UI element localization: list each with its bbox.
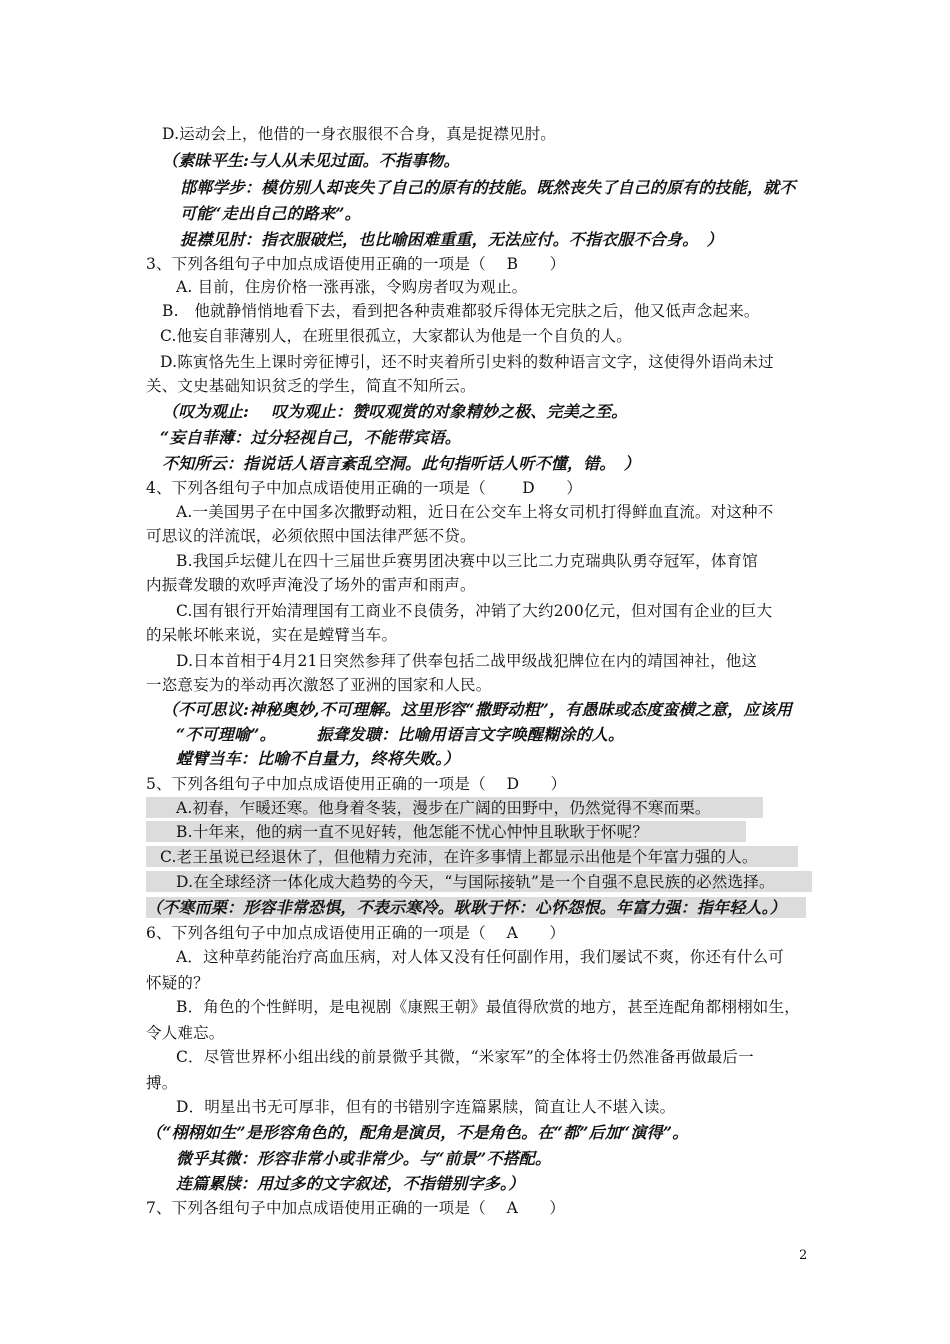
option-b: B.十年来，他的病一直不见好转，他怎能不忧心忡忡且耿耿于怀呢？	[176, 823, 649, 841]
option-c: C.老王虽说已经退休了，但他精力充沛，在许多事情上都显示出他是个年富力强的人。	[160, 848, 758, 866]
option-a-cont: 可思议的洋流氓，必须依照中国法律严惩不贷。	[146, 527, 476, 545]
answer-note: 连篇累牍：用过多的文字叙述，不指错别字多。）	[176, 1174, 525, 1193]
question-7: 7、下列各组句子中加点成语使用正确的一项是（ A ）	[146, 1199, 566, 1217]
option-a: A．这种草药能治疗高血压病，对人体又没有任何副作用，我们屡试不爽，你还有什么可	[176, 948, 784, 966]
question-3: 3、下列各组句子中加点成语使用正确的一项是（ B ）	[146, 255, 566, 273]
answer-note: （“栩栩如生”是形容角色的，配角是演员，不是角色。在“都”后加“演得”。	[146, 1123, 689, 1142]
answer-note: “妄自菲薄：过分轻视自己，不能带宾语。	[160, 428, 462, 447]
answer-note: 螳臂当车：比喻不自量力，终将失败。）	[176, 749, 460, 768]
answer-note: （素昧平生:与人从未见过面。不指事物。	[162, 151, 460, 170]
answer-note: （不可思议:神秘奥妙,不可理解。这里形容“撒野动粗”，有愚昧或态度蛮横之意，应该用	[162, 700, 793, 719]
option-b-cont: 令人难忘。	[146, 1024, 225, 1042]
option-d: D.在全球经济一体化成大趋势的今天，“与国际接轨”是一个自强不息民族的必然选择。	[176, 873, 775, 891]
question-5: 5、下列各组句子中加点成语使用正确的一项是（ D ）	[146, 775, 567, 793]
option-d: D.日本首相于4月21日突然参拜了供奉包括二战甲级战犯牌位在内的靖国神社，他这	[176, 652, 758, 670]
option-d-q2: D.运动会上，他借的一身衣服很不合身，真是捉襟见肘。	[162, 125, 557, 143]
option-b: B. 他就静悄悄地看下去，看到把各种责难都驳斥得体无完肤之后，他又低声念起来。	[162, 302, 760, 320]
answer-note: “不可理喻”。 振聋发聩：比喻用语言文字唤醒糊涂的人。	[176, 725, 625, 744]
option-a: A.一美国男子在中国多次撒野动粗，近日在公交车上将女司机打得鲜血直流。对这种不	[176, 503, 774, 521]
option-d-cont: 一恣意妄为的举动再次激怒了亚洲的国家和人民。	[146, 676, 492, 694]
option-b: B．角色的个性鲜明，是电视剧《康熙王朝》最值得欣赏的地方，甚至连配角都栩栩如生，	[176, 998, 800, 1016]
option-b: B.我国乒坛健儿在四十三届世乒赛男团决赛中以三比二力克瑞典队勇夺冠军，体育馆	[176, 552, 758, 570]
answer-note: （不寒而栗：形容非常恐惧，不表示寒冷。耿耿于怀：心怀怨恨。年富力强：指年轻人。）	[146, 898, 787, 917]
option-a-cont: 怀疑的？	[146, 974, 209, 992]
option-c-cont: 的呆帐坏帐来说，实在是螳臂当车。	[146, 626, 398, 644]
question-6: 6、下列各组句子中加点成语使用正确的一项是（ A ）	[146, 924, 566, 942]
answer-note: 捉襟见肘：指衣服破烂，也比喻困难重重，无法应付。不指衣服不合身。 ）	[180, 230, 723, 249]
option-d: D．明星出书无可厚非，但有的书错别字连篇累牍，简直让人不堪入读。	[176, 1098, 676, 1116]
option-c: C．尽管世界杯小组出线的前景微乎其微，“米家军”的全体将士仍然准备再做最后一	[176, 1048, 754, 1066]
page-number: 2	[799, 1248, 808, 1263]
answer-note: 不知所云：指说话人语言紊乱空洞。此句指听话人听不懂，错。 ）	[162, 454, 641, 473]
option-d-cont: 关、文史基础知识贫乏的学生，简直不知所云。	[146, 377, 476, 395]
option-a: A.初春，乍暖还寒。他身着冬装，漫步在广阔的田野中，仍然觉得不寒而栗。	[176, 799, 711, 817]
answer-note: 可能“走出自己的路来”。	[180, 204, 361, 223]
option-b-cont: 内振聋发聩的欢呼声淹没了场外的雷声和雨声。	[146, 576, 476, 594]
option-c: C.国有银行开始清理国有工商业不良债务，冲销了大约200亿元，但对国有企业的巨大	[176, 602, 773, 620]
option-a: A. 目前，住房价格一涨再涨，令购房者叹为观止。	[176, 278, 528, 296]
answer-note: 邯郸学步：模仿别人却丧失了自己的原有的技能。既然丧失了自己的原有的技能，就不	[180, 178, 796, 197]
option-d: D.陈寅恪先生上课时旁征博引，还不时夹着所引史料的数种语言文字，这使得外语尚未过	[160, 353, 774, 371]
answer-note: 微乎其微：形容非常小或非常少。与“前景”不搭配。	[176, 1149, 552, 1168]
question-4: 4、下列各组句子中加点成语使用正确的一项是（ D ）	[146, 479, 583, 497]
option-c-cont: 搏。	[146, 1074, 178, 1092]
option-c: C.他妄自菲薄别人，在班里很孤立，大家都认为他是一个自负的人。	[160, 327, 632, 345]
answer-note: （叹为观止: 叹为观止：赞叹观赏的对象精妙之极、完美之至。	[162, 402, 628, 421]
